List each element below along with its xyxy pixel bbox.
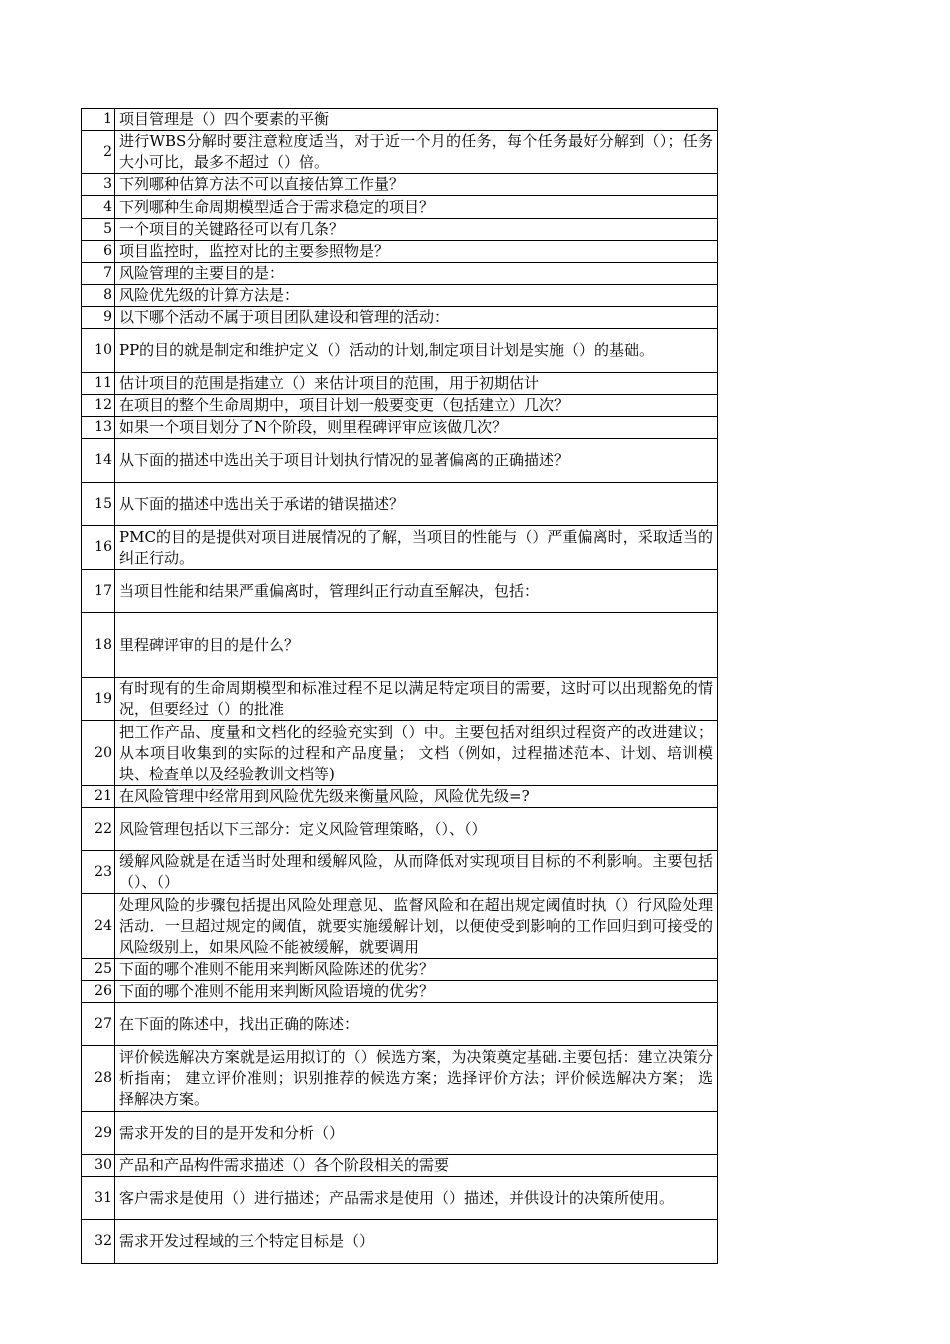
table-row	[82, 395, 718, 417]
table-row	[82, 1046, 718, 1112]
row-number: 25	[82, 959, 115, 981]
question-text: 从下面的描述中选出关于项目计划执行情况的显著偏离的正确描述？	[115, 439, 718, 483]
row-number: 21	[82, 786, 115, 808]
row-number: 3	[82, 174, 115, 196]
question-text: 处理风险的步骤包括提出风险处理意见、监督风险和在超出规定阈值时执（）行风险处理活动．一旦超过规定的阈值，就要实施缓解计划，以便使受到影响的工作回归到可接受的风险级别上，如果风险不能被缓解，就要调用	[115, 894, 718, 959]
question-text: 如果一个项目划分了N个阶段，则里程碑评审应该做几次？	[115, 417, 718, 439]
table-row	[82, 131, 718, 174]
table-row	[82, 1112, 718, 1155]
row-number: 6	[82, 241, 115, 263]
table-row	[82, 678, 718, 721]
row-number: 2	[82, 131, 115, 174]
table-row	[82, 109, 718, 131]
row-number: 9	[82, 307, 115, 329]
table-row	[82, 808, 718, 851]
question-text: 缓解风险就是在适当时处理和缓解风险，从而降低对实现项目目标的不利影响。主要包括（）、（）	[115, 851, 718, 894]
table-row	[82, 1177, 718, 1220]
table-row	[82, 981, 718, 1003]
row-number: 16	[82, 526, 115, 570]
table-row	[82, 613, 718, 678]
table-row	[82, 786, 718, 808]
row-number: 20	[82, 721, 115, 786]
table-row	[82, 1220, 718, 1264]
row-number: 14	[82, 439, 115, 483]
row-number: 31	[82, 1177, 115, 1220]
question-text: 在下面的陈述中，找出正确的陈述：	[115, 1003, 718, 1046]
question-text: 风险管理的主要目的是：	[115, 263, 718, 285]
question-text: 在风险管理中经常用到风险优先级来衡量风险，风险优先级=?	[115, 786, 718, 808]
row-number: 1	[82, 109, 115, 131]
row-number: 8	[82, 285, 115, 307]
table-row	[82, 894, 718, 959]
question-text: 产品和产品构件需求描述（）各个阶段相关的需要	[115, 1155, 718, 1177]
question-text: 项目管理是（）四个要素的平衡	[115, 109, 718, 131]
question-text: 下面的哪个准则不能用来判断风险陈述的优劣？	[115, 959, 718, 981]
row-number: 15	[82, 483, 115, 526]
question-table	[81, 108, 718, 1264]
question-text: 从下面的描述中选出关于承诺的错误描述？	[115, 483, 718, 526]
question-text: 一个项目的关键路径可以有几条？	[115, 219, 718, 241]
row-number: 4	[82, 196, 115, 219]
row-number: 18	[82, 613, 115, 678]
question-text: 估计项目的范围是指建立（）来估计项目的范围，用于初期估计	[115, 373, 718, 395]
question-text: 评价候选解决方案就是运用拟订的（）候选方案，为决策奠定基础.主要包括：建立决策分析指南； 建立评价准则；识别推荐的候选方案；选择评价方法；评价候选解决方案； 选择解决方案。	[115, 1046, 718, 1112]
row-number: 28	[82, 1046, 115, 1112]
row-number: 30	[82, 1155, 115, 1177]
question-text: 项目监控时，监控对比的主要参照物是？	[115, 241, 718, 263]
row-number: 26	[82, 981, 115, 1003]
table-row	[82, 307, 718, 329]
question-text: 下列哪种估算方法不可以直接估算工作量？	[115, 174, 718, 196]
table-row	[82, 851, 718, 894]
table-row	[82, 439, 718, 483]
question-text: 在项目的整个生命周期中，项目计划一般要变更（包括建立）几次？	[115, 395, 718, 417]
row-number: 7	[82, 263, 115, 285]
row-number: 32	[82, 1220, 115, 1264]
row-number: 27	[82, 1003, 115, 1046]
row-number: 11	[82, 373, 115, 395]
question-text: 下列哪种生命周期模型适合于需求稳定的项目？	[115, 196, 718, 219]
table-row	[82, 373, 718, 395]
question-text: 当项目性能和结果严重偏离时，管理纠正行动直至解决，包括：	[115, 570, 718, 613]
table-row	[82, 285, 718, 307]
table-row	[82, 263, 718, 285]
question-text: 风险管理包括以下三部分：定义风险管理策略，（）、（）	[115, 808, 718, 851]
question-text: 把工作产品、度量和文档化的经验充实到（）中。主要包括对组织过程资产的改进建议；从本项目收集到的实际的过程和产品度量； 文档（例如，过程描述范本、计划、培训模块、检查单以及经验教训文档等)	[115, 721, 718, 786]
question-text: 以下哪个活动不属于项目团队建设和管理的活动：	[115, 307, 718, 329]
question-text: 进行WBS分解时要注意粒度适当，对于近一个月的任务，每个任务最好分解到（）；任务大小可比，最多不超过（）倍。	[115, 131, 718, 174]
row-number: 19	[82, 678, 115, 721]
table-row	[82, 196, 718, 219]
table-row	[82, 1155, 718, 1177]
question-text: 里程碑评审的目的是什么？	[115, 613, 718, 678]
row-number: 13	[82, 417, 115, 439]
question-text: 需求开发的目的是开发和分析（）	[115, 1112, 718, 1155]
table-row	[82, 570, 718, 613]
table-row	[82, 241, 718, 263]
question-text: 下面的哪个准则不能用来判断风险语境的优劣？	[115, 981, 718, 1003]
question-text: 风险优先级的计算方法是：	[115, 285, 718, 307]
row-number: 12	[82, 395, 115, 417]
question-text: 客户需求是使用（）进行描述；产品需求是使用（）描述，并供设计的决策所使用。	[115, 1177, 718, 1220]
table-row	[82, 483, 718, 526]
question-text: 有时现有的生命周期模型和标准过程不足以满足特定项目的需要，这时可以出现豁免的情况，但要经过（）的批准	[115, 678, 718, 721]
row-number: 22	[82, 808, 115, 851]
table-row	[82, 526, 718, 570]
table-row	[82, 329, 718, 373]
question-text: 需求开发过程域的三个特定目标是（）	[115, 1220, 718, 1264]
table-row	[82, 959, 718, 981]
table-row	[82, 1003, 718, 1046]
table-row	[82, 721, 718, 786]
row-number: 29	[82, 1112, 115, 1155]
question-text: PMC的目的是提供对项目进展情况的了解，当项目的性能与（）严重偏离时，采取适当的纠正行动。	[115, 526, 718, 570]
table-row	[82, 219, 718, 241]
row-number: 17	[82, 570, 115, 613]
row-number: 24	[82, 894, 115, 959]
row-number: 10	[82, 329, 115, 373]
row-number: 5	[82, 219, 115, 241]
row-number: 23	[82, 851, 115, 894]
table-row	[82, 174, 718, 196]
table-row	[82, 417, 718, 439]
question-text: PP的目的就是制定和维护定义（）活动的计划,制定项目计划是实施（）的基础。	[115, 329, 718, 373]
